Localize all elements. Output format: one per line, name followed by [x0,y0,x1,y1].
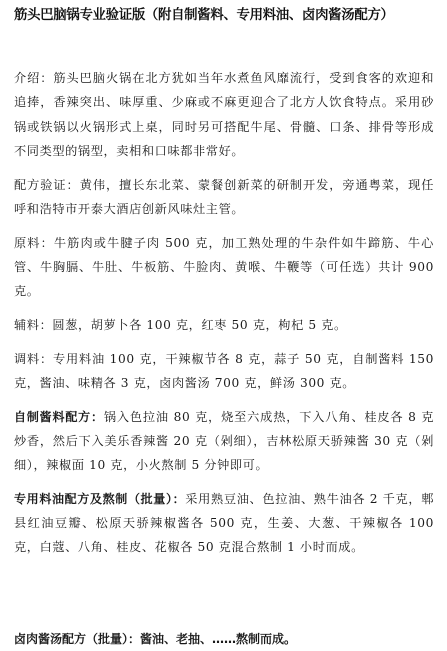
document-body [14,66,434,569]
paragraph-label-bold: 自制酱料配方： [14,409,104,424]
paragraph-label: 原料： [14,235,54,250]
paragraph-label-bold: 专用料油配方及熬制（批量）： [14,491,186,506]
cut-off-line: 卤肉酱汤配方（批量）：酱油、老抽、……熬制而成。 [14,632,297,646]
paragraph-text: 专用料油 100 克，干辣椒节各 8 克，蒜子 50 克，自制酱料 150 克，酱油、味精各 3 克，卤肉酱汤 700 克，鲜汤 300 克。 [14,351,434,390]
paragraph-intro [14,66,434,163]
paragraph-label: 介绍： [14,71,54,85]
paragraph-text: 筋头巴脑火锅在北方犹如当年水煮鱼风靡流行，受到食客的欢迎和追捧，香辣突出、味厚重、少麻或不麻更迎合了北方人饮食特点。采用砂锅或铁锅以火锅形式上桌，同时另可搭配牛尾、骨髓、口条、排骨等形成不同类型的锅型，卖相和口味都非常好。 [14,71,434,158]
paragraph-text: 黄伟，擅长东北菜、蒙餐创新菜的研制开发，旁通粤菜，现任呼和浩特市开泰大酒店创新风味灶主管。 [14,177,435,216]
paragraph-text: 牛筋肉或牛腱子肉 500 克，加工熟处理的牛杂件如牛蹄筋、牛心管、牛胸膈、牛肚、牛板筋、牛脸肉、黄喉、牛鞭等（可任选）共计 900 克。 [14,235,434,299]
paragraph-text: 锅入色拉油 80 克，烧至六成热，下入八角、桂皮各 8 克炒香，然后下入美乐香辣酱 20 克（剁细），吉林松原天骄辣酱 30 克（剁细），辣椒面 10 克，小火熬制 5 分钟即可。 [14,409,434,473]
paragraph-sauce-recipe [14,405,434,478]
paragraph-auxiliary [14,313,434,337]
paragraph-ingredients [14,231,434,304]
paragraph-label: 调料： [14,351,53,366]
paragraph-oil-recipe [14,487,434,560]
paragraph-verification [14,173,434,222]
paragraph-label: 配方验证： [14,177,80,192]
document-title: 筋头巴脑锅专业验证版（附自制酱料、专用料油、卤肉酱汤配方） [14,8,394,23]
paragraph-label: 辅料： [14,317,53,332]
paragraph-seasoning [14,347,434,396]
paragraph-text: 采用熟豆油、色拉油、熟牛油各 2 千克，郫县红油豆瓣、松原天骄辣椒酱各 500 克，生姜、大葱、干辣椒各 100 克，白蔻、八角、桂皮、花椒各 50 克混合熬制 1 小时而成。 [14,491,434,555]
paragraph-text: 圆葱，胡萝卜各 100 克，红枣 50 克，枸杞 5 克。 [52,317,347,332]
